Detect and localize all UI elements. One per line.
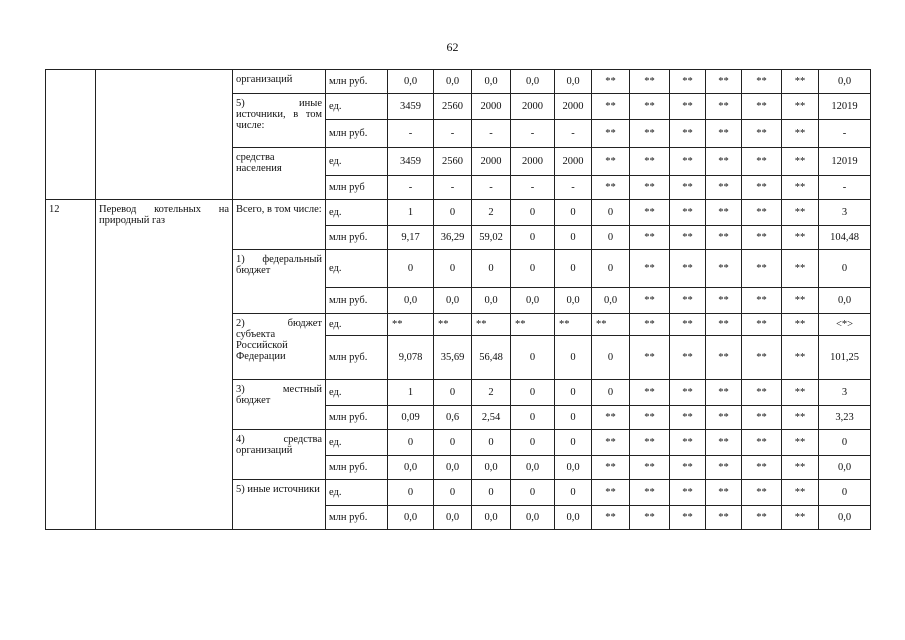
unit-cell: ед. bbox=[326, 430, 388, 456]
value-cell: ** bbox=[706, 226, 742, 250]
value-cell: ** bbox=[742, 250, 782, 288]
value-cell: 2000 bbox=[511, 94, 555, 120]
value-cell: ** bbox=[630, 148, 670, 176]
value-cell: ** bbox=[592, 120, 630, 148]
value-cell: 0 bbox=[511, 226, 555, 250]
value-cell: 0 bbox=[511, 250, 555, 288]
value-cell: ** bbox=[670, 480, 706, 506]
value-cell: 0,0 bbox=[819, 506, 871, 530]
value-cell: - bbox=[819, 176, 871, 200]
value-cell: ** bbox=[782, 430, 819, 456]
value-cell: 0 bbox=[819, 250, 871, 288]
source-cell: 2) бюджет субъекта Российской Федерации bbox=[233, 314, 326, 380]
value-cell: ** bbox=[630, 70, 670, 94]
value-cell: ** bbox=[782, 226, 819, 250]
value-cell: 0 bbox=[592, 336, 630, 380]
value-cell: 0,0 bbox=[511, 288, 555, 314]
value-cell: 9,078 bbox=[388, 336, 434, 380]
value-cell: ** bbox=[706, 480, 742, 506]
value-cell: 12019 bbox=[819, 94, 871, 120]
value-cell: ** bbox=[742, 430, 782, 456]
value-cell: 9,17 bbox=[388, 226, 434, 250]
value-cell: ** bbox=[670, 176, 706, 200]
value-cell: ** bbox=[706, 200, 742, 226]
value-cell: ** bbox=[782, 148, 819, 176]
value-cell: 2560 bbox=[434, 148, 472, 176]
value-cell: - bbox=[555, 176, 592, 200]
value-cell: ** bbox=[630, 226, 670, 250]
value-cell: ** bbox=[434, 314, 472, 336]
value-cell: ** bbox=[592, 480, 630, 506]
unit-cell: млн руб. bbox=[326, 226, 388, 250]
value-cell: 0 bbox=[511, 336, 555, 380]
value-cell: 0 bbox=[555, 480, 592, 506]
value-cell: 0,0 bbox=[555, 456, 592, 480]
value-cell: ** bbox=[670, 288, 706, 314]
value-cell: ** bbox=[706, 250, 742, 288]
value-cell: 0 bbox=[592, 380, 630, 406]
value-cell: - bbox=[388, 176, 434, 200]
value-cell: ** bbox=[782, 506, 819, 530]
value-cell: ** bbox=[782, 70, 819, 94]
value-cell: 0 bbox=[592, 226, 630, 250]
value-cell: 3,23 bbox=[819, 406, 871, 430]
value-cell: ** bbox=[592, 94, 630, 120]
value-cell: 2000 bbox=[472, 94, 511, 120]
unit-cell: ед. bbox=[326, 380, 388, 406]
unit-cell: млн руб. bbox=[326, 456, 388, 480]
value-cell: ** bbox=[742, 148, 782, 176]
value-cell: ** bbox=[742, 200, 782, 226]
value-cell: ** bbox=[742, 456, 782, 480]
value-cell: ** bbox=[630, 406, 670, 430]
value-cell: ** bbox=[670, 148, 706, 176]
value-cell: 2 bbox=[472, 200, 511, 226]
value-cell: 0,0 bbox=[819, 288, 871, 314]
value-cell: 56,48 bbox=[472, 336, 511, 380]
value-cell: 0,0 bbox=[388, 70, 434, 94]
value-cell: 0 bbox=[592, 250, 630, 288]
value-cell: 3 bbox=[819, 380, 871, 406]
value-cell: - bbox=[511, 120, 555, 148]
unit-cell: млн руб. bbox=[326, 336, 388, 380]
value-cell: - bbox=[511, 176, 555, 200]
value-cell: ** bbox=[630, 176, 670, 200]
value-cell: ** bbox=[670, 120, 706, 148]
value-cell: 0,0 bbox=[434, 456, 472, 480]
value-cell: 2000 bbox=[472, 148, 511, 176]
value-cell: 0 bbox=[388, 430, 434, 456]
value-cell: ** bbox=[592, 456, 630, 480]
value-cell: 0 bbox=[434, 250, 472, 288]
value-cell: 101,25 bbox=[819, 336, 871, 380]
value-cell: ** bbox=[670, 94, 706, 120]
value-cell: 0,09 bbox=[388, 406, 434, 430]
value-cell: ** bbox=[670, 314, 706, 336]
value-cell: 0,0 bbox=[434, 506, 472, 530]
value-cell: ** bbox=[782, 288, 819, 314]
value-cell: <*> bbox=[819, 314, 871, 336]
value-cell: ** bbox=[592, 176, 630, 200]
value-cell: 2000 bbox=[511, 148, 555, 176]
unit-cell: млн руб. bbox=[326, 406, 388, 430]
unit-cell: млн руб bbox=[326, 176, 388, 200]
value-cell: ** bbox=[630, 480, 670, 506]
value-cell: 0 bbox=[555, 200, 592, 226]
item-name: Перевод котельных на природный газ bbox=[96, 200, 233, 530]
program-table bbox=[45, 69, 871, 530]
value-cell: ** bbox=[706, 506, 742, 530]
table-row bbox=[46, 70, 871, 94]
value-cell: 0 bbox=[555, 406, 592, 430]
value-cell: 0 bbox=[555, 226, 592, 250]
value-cell: ** bbox=[742, 314, 782, 336]
value-cell: ** bbox=[706, 148, 742, 176]
value-cell: 0 bbox=[434, 380, 472, 406]
value-cell: ** bbox=[742, 120, 782, 148]
value-cell: ** bbox=[782, 480, 819, 506]
value-cell: 0,0 bbox=[511, 70, 555, 94]
page-number: 62 bbox=[446, 40, 459, 54]
number-cell bbox=[46, 70, 96, 200]
value-cell: ** bbox=[630, 120, 670, 148]
value-cell: 0 bbox=[511, 200, 555, 226]
value-cell: 2 bbox=[472, 380, 511, 406]
value-cell: 12019 bbox=[819, 148, 871, 176]
value-cell: 2000 bbox=[555, 94, 592, 120]
value-cell: 0,0 bbox=[472, 506, 511, 530]
source-cell: 5) иные источники, в том числе: bbox=[233, 94, 326, 148]
value-cell: - bbox=[434, 176, 472, 200]
value-cell: 0 bbox=[511, 480, 555, 506]
source-cell: 5) иные источники bbox=[233, 480, 326, 530]
value-cell: 0 bbox=[511, 380, 555, 406]
value-cell: 35,69 bbox=[434, 336, 472, 380]
value-cell: 2560 bbox=[434, 94, 472, 120]
value-cell: 0,0 bbox=[819, 70, 871, 94]
value-cell: ** bbox=[706, 430, 742, 456]
value-cell: ** bbox=[670, 250, 706, 288]
value-cell: 0 bbox=[511, 406, 555, 430]
value-cell: ** bbox=[706, 380, 742, 406]
value-cell: 0,0 bbox=[511, 506, 555, 530]
value-cell: 2,54 bbox=[472, 406, 511, 430]
value-cell: 0 bbox=[472, 430, 511, 456]
value-cell: ** bbox=[630, 200, 670, 226]
value-cell: 3459 bbox=[388, 94, 434, 120]
value-cell: 0 bbox=[388, 250, 434, 288]
value-cell: ** bbox=[742, 480, 782, 506]
value-cell: ** bbox=[592, 506, 630, 530]
value-cell: 0 bbox=[472, 250, 511, 288]
value-cell: 0 bbox=[434, 430, 472, 456]
value-cell: ** bbox=[670, 430, 706, 456]
value-cell: 0 bbox=[434, 480, 472, 506]
value-cell: 0 bbox=[592, 200, 630, 226]
value-cell: ** bbox=[630, 430, 670, 456]
value-cell: ** bbox=[742, 380, 782, 406]
value-cell: ** bbox=[630, 314, 670, 336]
value-cell: - bbox=[819, 120, 871, 148]
value-cell: ** bbox=[706, 314, 742, 336]
value-cell: 0 bbox=[472, 480, 511, 506]
value-cell: 0 bbox=[819, 480, 871, 506]
unit-cell: ед. bbox=[326, 200, 388, 226]
value-cell: 0 bbox=[555, 336, 592, 380]
value-cell: ** bbox=[782, 120, 819, 148]
value-cell: 0 bbox=[819, 430, 871, 456]
value-cell: 0,0 bbox=[388, 456, 434, 480]
value-cell: 0,0 bbox=[388, 506, 434, 530]
source-cell: 1) федеральный бюджет bbox=[233, 250, 326, 314]
value-cell: ** bbox=[706, 176, 742, 200]
value-cell: ** bbox=[670, 200, 706, 226]
source-cell: средства населения bbox=[233, 148, 326, 200]
source-cell: 3) местный бюджет bbox=[233, 380, 326, 430]
value-cell: ** bbox=[782, 336, 819, 380]
value-cell: ** bbox=[472, 314, 511, 336]
value-cell: 0 bbox=[511, 430, 555, 456]
value-cell: 59,02 bbox=[472, 226, 511, 250]
value-cell: 0 bbox=[555, 430, 592, 456]
value-cell: ** bbox=[782, 456, 819, 480]
item-number: 12 bbox=[46, 200, 96, 530]
value-cell: ** bbox=[592, 70, 630, 94]
value-cell: 0,0 bbox=[555, 506, 592, 530]
value-cell: ** bbox=[592, 314, 630, 336]
value-cell: ** bbox=[592, 430, 630, 456]
value-cell: ** bbox=[782, 406, 819, 430]
value-cell: ** bbox=[670, 70, 706, 94]
value-cell: - bbox=[555, 120, 592, 148]
value-cell: ** bbox=[670, 406, 706, 430]
value-cell: ** bbox=[706, 70, 742, 94]
value-cell: 0 bbox=[388, 480, 434, 506]
value-cell: ** bbox=[742, 406, 782, 430]
value-cell: ** bbox=[742, 226, 782, 250]
source-cell: 4) средства организаций bbox=[233, 430, 326, 480]
value-cell: 0,0 bbox=[592, 288, 630, 314]
value-cell: ** bbox=[782, 94, 819, 120]
unit-cell: млн руб. bbox=[326, 70, 388, 94]
value-cell: 3459 bbox=[388, 148, 434, 176]
value-cell: ** bbox=[706, 120, 742, 148]
value-cell: ** bbox=[706, 94, 742, 120]
value-cell: ** bbox=[706, 336, 742, 380]
value-cell: 0,6 bbox=[434, 406, 472, 430]
value-cell: ** bbox=[742, 336, 782, 380]
value-cell: 0,0 bbox=[555, 288, 592, 314]
value-cell: 0,0 bbox=[434, 288, 472, 314]
unit-cell: ед. bbox=[326, 480, 388, 506]
value-cell: - bbox=[434, 120, 472, 148]
unit-cell: млн руб. bbox=[326, 288, 388, 314]
value-cell: 2000 bbox=[555, 148, 592, 176]
value-cell: 0,0 bbox=[819, 456, 871, 480]
value-cell: ** bbox=[742, 506, 782, 530]
value-cell: ** bbox=[630, 250, 670, 288]
value-cell: ** bbox=[630, 288, 670, 314]
value-cell: ** bbox=[742, 70, 782, 94]
table-row bbox=[46, 200, 871, 226]
name-cell bbox=[96, 70, 233, 200]
source-cell: Всего, в том числе: bbox=[233, 200, 326, 250]
value-cell: - bbox=[388, 120, 434, 148]
value-cell: 0,0 bbox=[472, 456, 511, 480]
value-cell: 0,0 bbox=[388, 288, 434, 314]
value-cell: 0,0 bbox=[555, 70, 592, 94]
value-cell: 3 bbox=[819, 200, 871, 226]
value-cell: 0,0 bbox=[472, 70, 511, 94]
value-cell: ** bbox=[670, 456, 706, 480]
value-cell: ** bbox=[670, 380, 706, 406]
value-cell: 0,0 bbox=[472, 288, 511, 314]
value-cell: ** bbox=[388, 314, 434, 336]
value-cell: ** bbox=[782, 176, 819, 200]
value-cell: ** bbox=[670, 226, 706, 250]
value-cell: 0,0 bbox=[511, 456, 555, 480]
value-cell: ** bbox=[630, 336, 670, 380]
value-cell: 0 bbox=[555, 380, 592, 406]
value-cell: ** bbox=[742, 176, 782, 200]
unit-cell: ед. bbox=[326, 148, 388, 176]
value-cell: ** bbox=[630, 94, 670, 120]
unit-cell: млн руб. bbox=[326, 506, 388, 530]
value-cell: 0 bbox=[555, 250, 592, 288]
value-cell: ** bbox=[742, 288, 782, 314]
value-cell: ** bbox=[782, 380, 819, 406]
value-cell: 104,48 bbox=[819, 226, 871, 250]
value-cell: ** bbox=[630, 380, 670, 406]
value-cell: ** bbox=[630, 506, 670, 530]
value-cell: ** bbox=[592, 148, 630, 176]
unit-cell: млн руб. bbox=[326, 120, 388, 148]
value-cell: 0 bbox=[434, 200, 472, 226]
value-cell: 0,0 bbox=[434, 70, 472, 94]
value-cell: 1 bbox=[388, 200, 434, 226]
value-cell: ** bbox=[592, 406, 630, 430]
value-cell: 36,29 bbox=[434, 226, 472, 250]
value-cell: ** bbox=[782, 314, 819, 336]
value-cell: ** bbox=[782, 250, 819, 288]
value-cell: - bbox=[472, 176, 511, 200]
value-cell: - bbox=[472, 120, 511, 148]
source-cell: организаций bbox=[233, 70, 326, 94]
value-cell: ** bbox=[782, 200, 819, 226]
unit-cell: ед. bbox=[326, 250, 388, 288]
value-cell: ** bbox=[706, 288, 742, 314]
unit-cell: ед. bbox=[326, 314, 388, 336]
value-cell: ** bbox=[706, 456, 742, 480]
value-cell: ** bbox=[555, 314, 592, 336]
unit-cell: ед. bbox=[326, 94, 388, 120]
table-body bbox=[46, 70, 871, 530]
value-cell: ** bbox=[511, 314, 555, 336]
value-cell: ** bbox=[706, 406, 742, 430]
value-cell: ** bbox=[670, 506, 706, 530]
value-cell: 1 bbox=[388, 380, 434, 406]
value-cell: ** bbox=[670, 336, 706, 380]
value-cell: ** bbox=[630, 456, 670, 480]
value-cell: ** bbox=[742, 94, 782, 120]
